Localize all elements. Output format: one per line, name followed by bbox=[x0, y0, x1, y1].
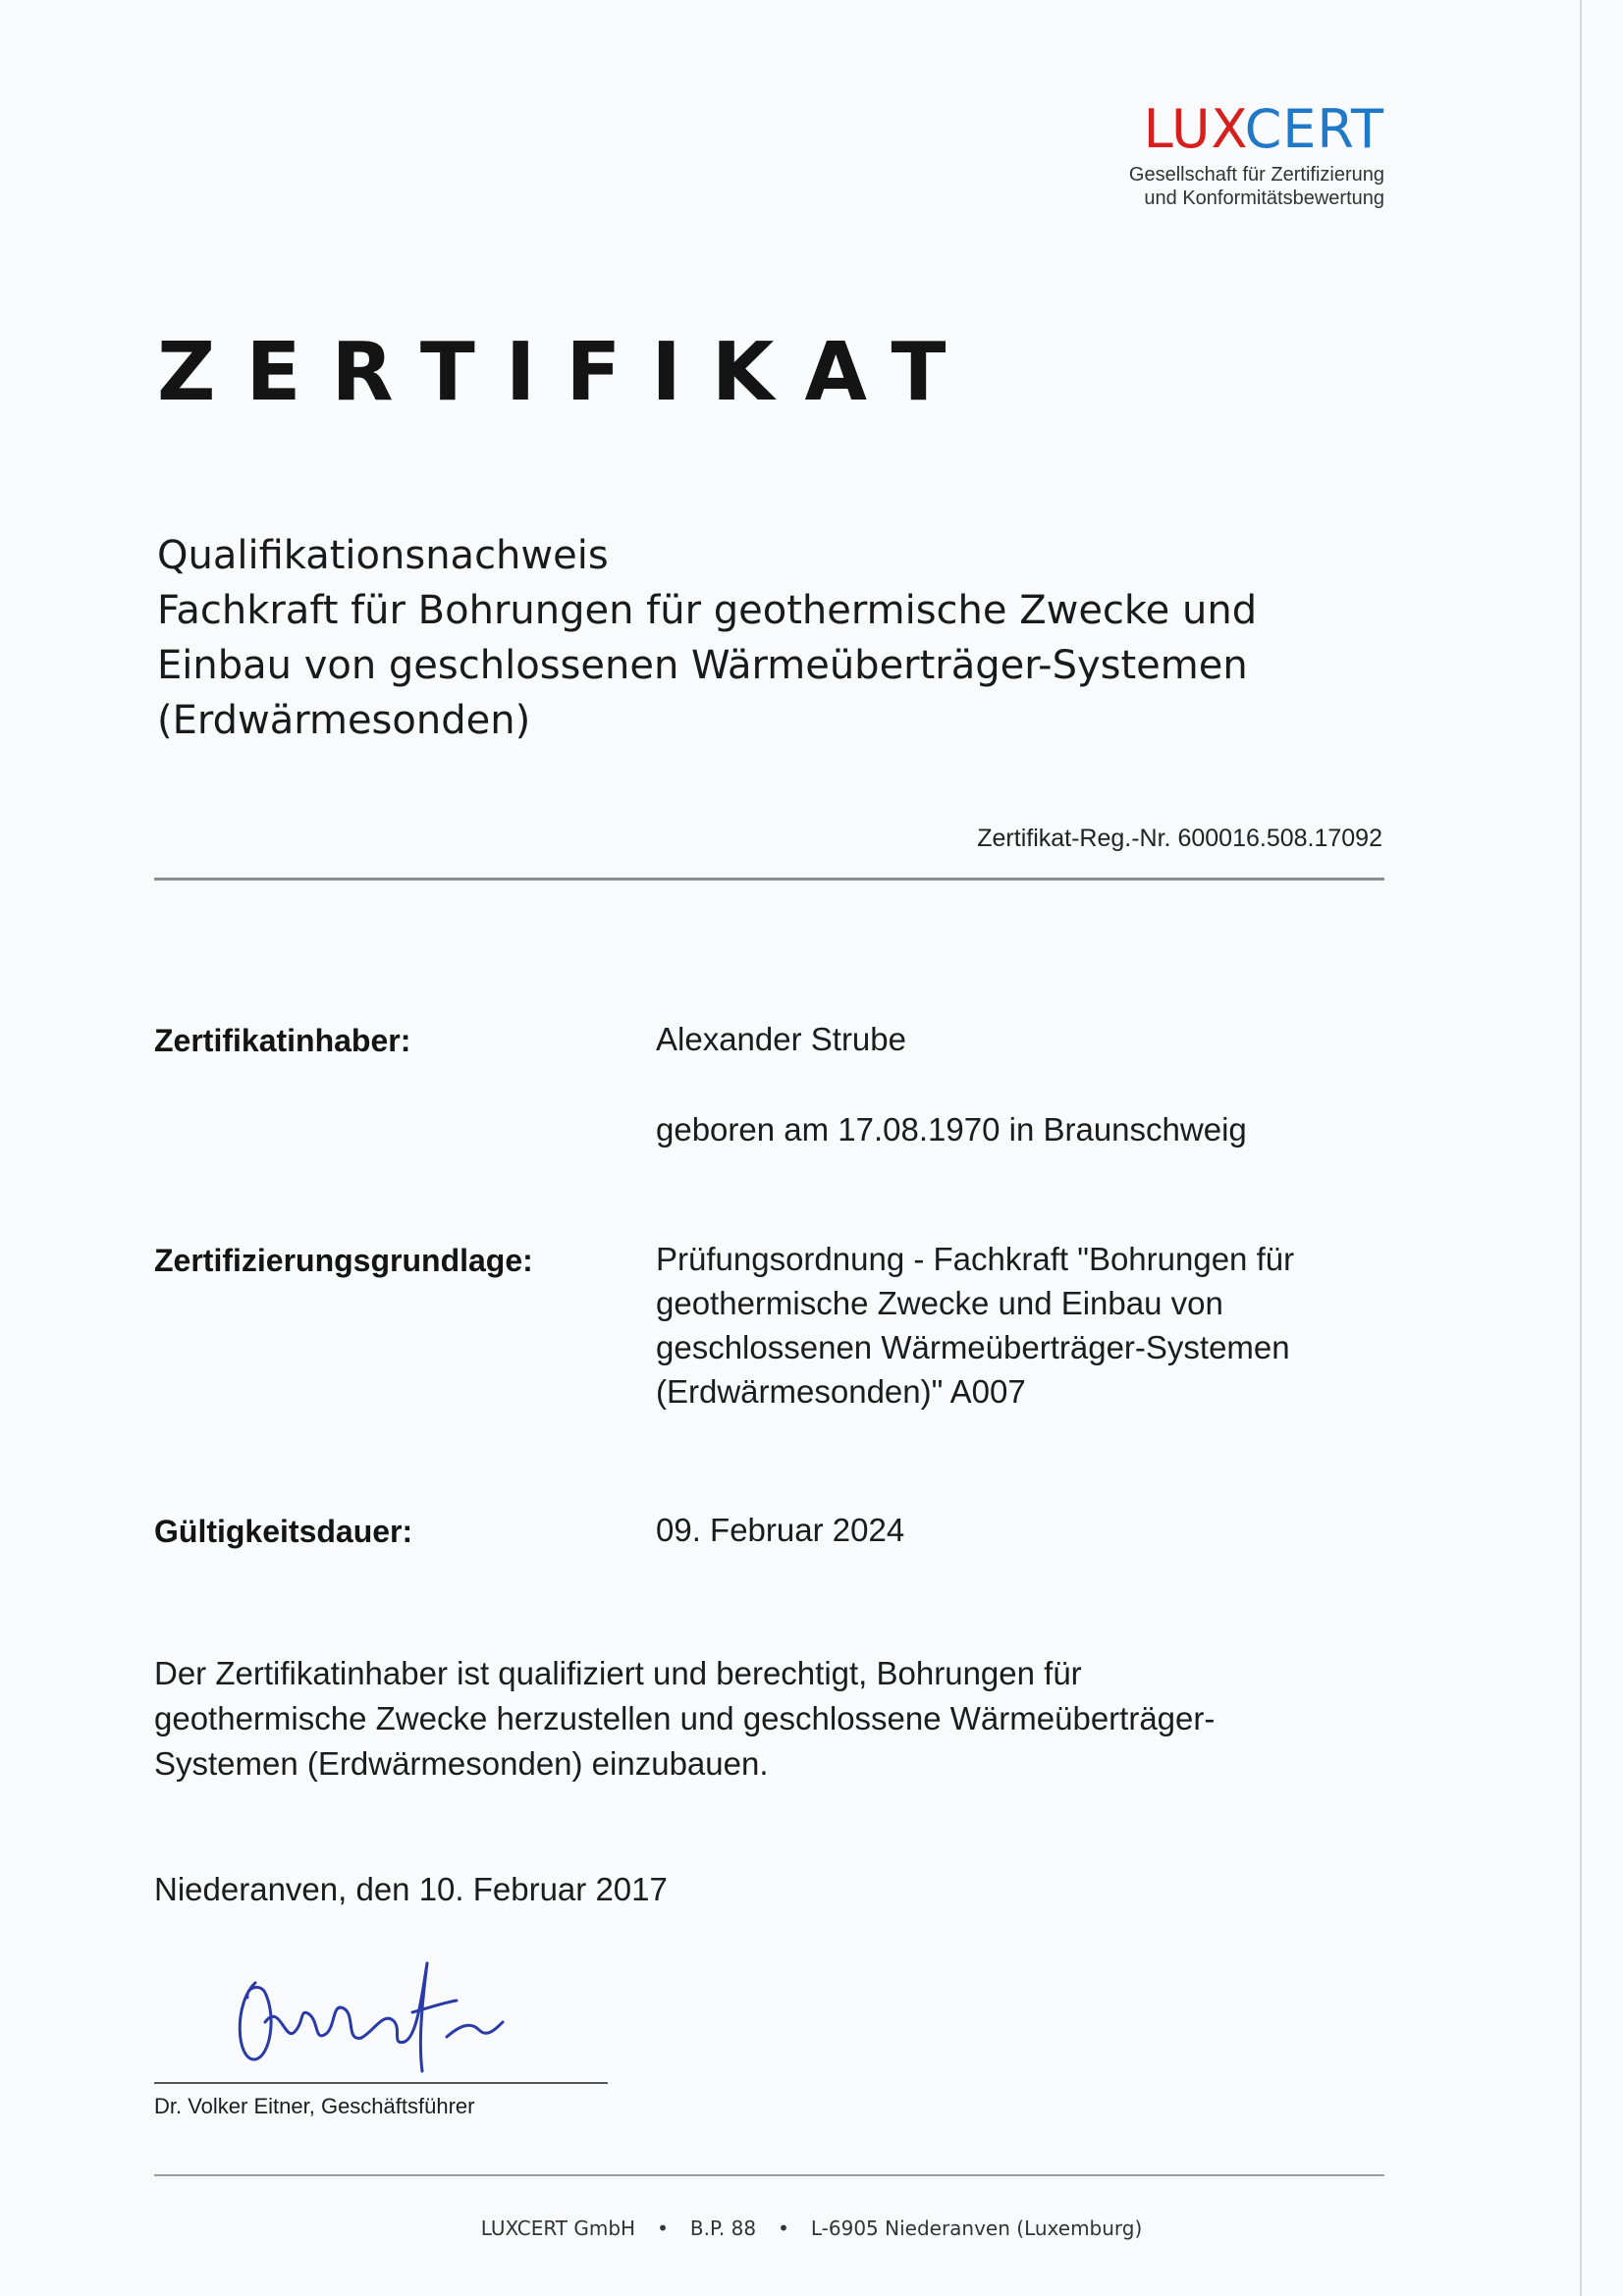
logo-lux: LUX bbox=[1143, 98, 1245, 160]
basis-line2: geothermische Zwecke und Einbau von bbox=[656, 1285, 1223, 1321]
statement-line2: geothermische Zwecke herzustellen und geschlossene Wärmeüberträger- bbox=[154, 1700, 1216, 1736]
logo-subtitle-line2: und Konformitätsbewertung bbox=[1144, 187, 1384, 209]
footer-divider bbox=[154, 2174, 1384, 2176]
basis-label: Zertifizierungsgrundlage: bbox=[154, 1243, 533, 1278]
basis-text bbox=[656, 1237, 1382, 1414]
holder-name: Alexander Strube bbox=[656, 1021, 906, 1057]
basis-line3: geschlossenen Wärmeüberträger-Systemen bbox=[656, 1329, 1290, 1365]
document-title: ZERTIFIKAT bbox=[157, 326, 977, 419]
registration-number: Zertifikat-Reg.-Nr. 600016.508.17092 bbox=[977, 825, 1382, 852]
statement-line3: Systemen (Erdwärmesonden) einzubauen. bbox=[154, 1745, 769, 1782]
basis-line1: Prüfungsordnung - Fachkraft "Bohrungen für bbox=[656, 1241, 1295, 1277]
holder-birth: geboren am 17.08.1970 in Braunschweig bbox=[656, 1111, 1247, 1148]
holder-label: Zertifikatinhaber: bbox=[154, 1023, 411, 1058]
footer-address bbox=[0, 2216, 1623, 2240]
footer-separator: • bbox=[657, 2216, 669, 2240]
qualification-line2: Fachkraft für Bohrungen für geothermische Zwecke und bbox=[157, 588, 1258, 633]
qualification-line1: Qualifikationsnachweis bbox=[157, 533, 609, 578]
footer-company: LUXCERT GmbH bbox=[480, 2216, 636, 2240]
footer-separator: • bbox=[778, 2216, 789, 2240]
validity-value: 09. Februar 2024 bbox=[656, 1512, 905, 1548]
qualification-line4: (Erdwärmesonden) bbox=[157, 698, 531, 743]
handwritten-signature bbox=[226, 1944, 520, 2081]
luxcert-logo bbox=[1041, 98, 1384, 210]
header-divider bbox=[154, 878, 1384, 881]
validity-label: Gültigkeitsdauer: bbox=[154, 1514, 413, 1549]
logo-wordmark bbox=[1041, 98, 1384, 160]
place-and-date: Niederanven, den 10. Februar 2017 bbox=[154, 1871, 668, 1907]
qualification-block bbox=[157, 528, 1384, 748]
footer-po-box: B.P. 88 bbox=[689, 2216, 757, 2240]
qualification-line3: Einbau von geschlossenen Wärmeüberträger-Systemen bbox=[157, 643, 1248, 688]
logo-cert: CERT bbox=[1244, 98, 1384, 160]
footer-address-line: L-6905 Niederanven (Luxemburg) bbox=[810, 2216, 1143, 2240]
statement-line1: Der Zertifikatinhaber ist qualifiziert und berechtigt, Bohrungen für bbox=[154, 1655, 1082, 1691]
signature-line bbox=[154, 2082, 608, 2084]
qualification-statement bbox=[154, 1651, 1381, 1787]
logo-subtitle-line1: Gesellschaft für Zertifizierung bbox=[1128, 164, 1384, 186]
scan-edge-line bbox=[1580, 0, 1582, 2296]
basis-line4: (Erdwärmesonden)" A007 bbox=[656, 1373, 1026, 1410]
signer-name: Dr. Volker Eitner, Geschäftsführer bbox=[154, 2094, 475, 2118]
